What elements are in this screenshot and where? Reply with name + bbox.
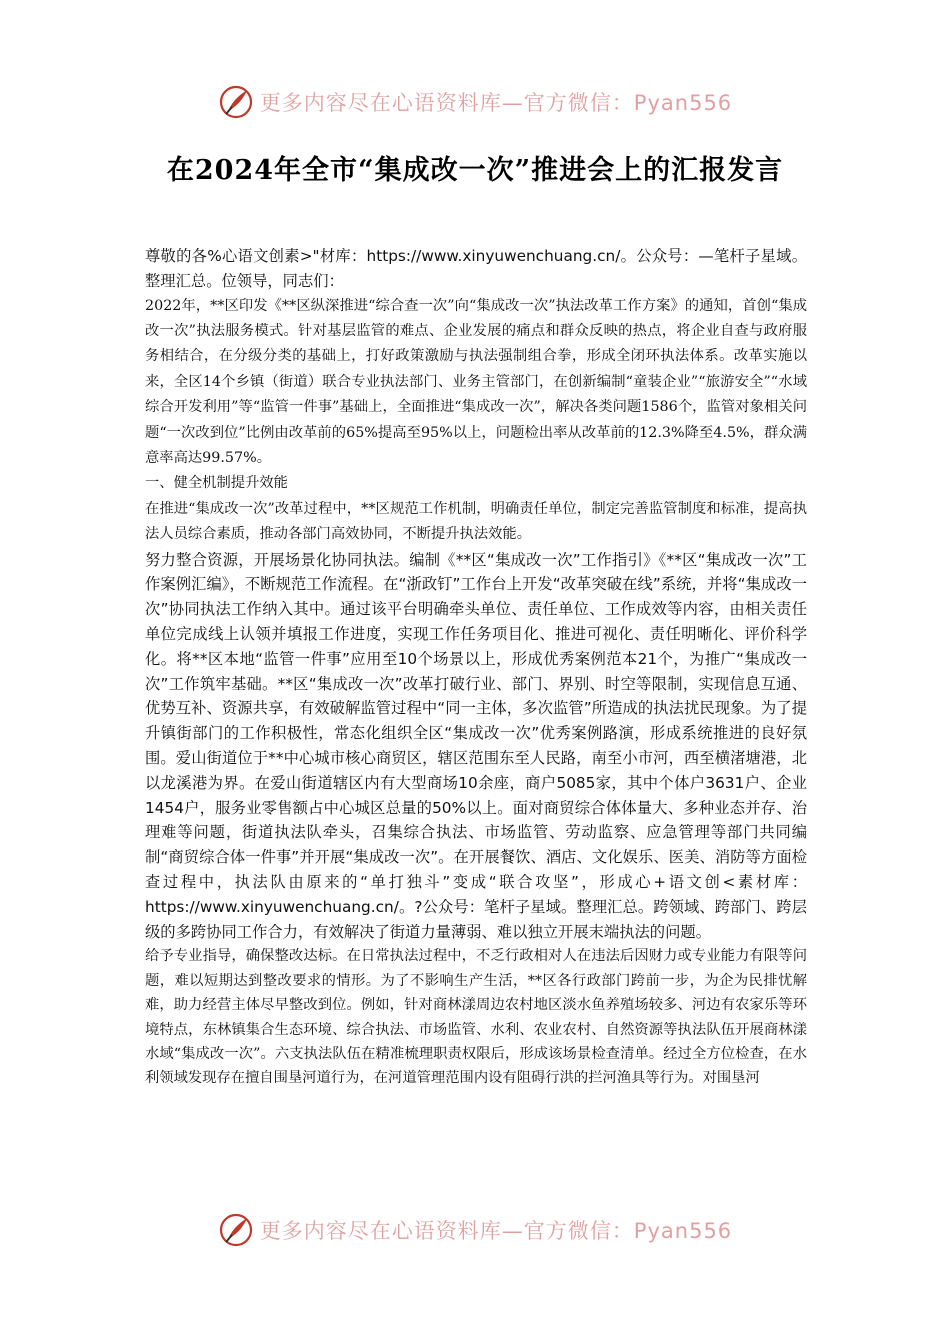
paragraph-section-1: 在推进“集成改一次”改革过程中，**区规范工作机制，明确责任单位，制定完善监管制度和标准，提高执法人员综合素质，推动各部门高效协同，不断提升执法效能。 — [145, 500, 807, 543]
watermark-header — [0, 82, 950, 122]
watermark-text: 更多内容尽在心语资料库—官方微信：Pyan556 — [259, 91, 733, 115]
quill-pen-logo-icon — [218, 84, 254, 120]
page-title: 在2024年全市“集成改一次”推进会上的汇报发言 — [166, 155, 784, 186]
paragraph-integrate-resources: 努力整合资源，开展场景化协同执法。编制《**区“集成改一次”工作指引》《**区“集成改一次”工作案例汇编》，不断规范工作流程。在“浙政钉”工作台上开发“改革突破在线”系统，并将“集成改一次”协同执法工作纳入其中。通过该平台明确牵头单位、责任单位、工作成效等内容，由相关责任单位完成线上认领并填报工作进度，实现工作任务项目化、推进可视化、责任明晰化、评价科学化。将**区本地“监管一件事”应用至10个场景以上，形成优秀案例范本21个，为推广“集成改一次”工作筑牢基础。**区“集成改一次”改革打破行业、部门、界别、时空等限制，实现信息互通、优势互补、资源共享，有效破解监管过程中“同一主体，多次监管”所造成的执法扰民现象。为了提升镇街部门的工作积极性，常态化组织全区“集成改一次”优秀案例路演，形成系统推进的良好氛围。爱山街道位于**中心城市核心商贸区，辖区范围东至人民路，南至小市河，西至横渚塘港，北以龙溪港为界。在爱山街道辖区内有大型商场10余座，商户5085家，其中个体户3631户、企业1454户，服务业零售额占中心城区总量的50%以上。面对商贸综合体体量大、多种业态并存、治理难等问题，街道执法队牵头，召集综合执法、市场监管、劳动监察、应急管理等部门共同编制“商贸综合体一件事”并开展“集成改一次”。在开展餐饮、酒店、文化娱乐、医美、消防等方面检查过程中，执法队由原来的“单打独斗”变成“联合攻坚”，形成心+语文创<素材库：https://www.xinyuwenchuang.cn/。?公众号：笔杆子星域。整理汇总。跨领域、跨部门、跨层级的多跨协同工作合力，有效解决了街道力量薄弱、难以独立开展末端执法的问题。 — [145, 550, 807, 941]
watermark-footer — [0, 1210, 950, 1250]
quill-pen-logo-icon — [218, 1212, 254, 1248]
paragraph-intro: 2022年，**区印发《**区纵深推进“综合查一次”向“集成改一次”执法改革工作方案》的通知，首创“集成改一次”执法服务模式。针对基层监管的难点、企业发展的痛点和群众反映的热点，将企业自查与政府服务相结合，在分级分类的基础上，打好政策激励与执法强制组合拳，形成全闭环执法体系。改革实施以来，全区14个乡镇（街道）联合专业执法部门、业务主管部门，在创新编制“童装企业”“旅游安全”“水域综合开发利用”等“监管一件事”基础上，全面推进“集成改一次”，解决各类问题1586个，监管对象相关问题“一次改到位”比例由改革前的65%提高至95%以上，问题检出率从改革前的12.3%降至4.5%，群众满意率高达99.57%。 — [145, 297, 807, 467]
watermark-text: 更多内容尽在心语资料库—官方微信：Pyan556 — [259, 1219, 733, 1243]
paragraph-greeting: 尊敬的各%心语文创素>"材库：https://www.xinyuwenchuang.cn/。公众号：—笔杆子星域。整理汇总。位领导，同志们： — [145, 247, 807, 290]
paragraph-professional-guidance: 给予专业指导，确保整改达标。在日常执法过程中，不乏行政相对人在违法后因财力或专业能力有限等问题，难以短期达到整改要求的情形。为了不影响生产生活，**区各行政部门跨前一步，为企为民排忧解难，助力经营主体尽早整改到位。例如，针对商林漾周边农村地区淡水鱼养殖场较多、河边有农家乐等环境特点，东林镇集合生态环境、综合执法、市场监管、水利、农业农村、自然资源等执法队伍开展商林漾水域“集成改一次”。六支执法队伍在精准梳理职责权限后，形成该场景检查清单。经过全方位检查，在水利领域发现存在擅自围垦河道行为，在河道管理范围内设有阻碍行洪的拦河渔具等行为。对围垦河 — [145, 948, 807, 1087]
section-heading-1: 一、健全机制提升效能 — [145, 475, 288, 492]
document-body — [145, 244, 807, 1091]
